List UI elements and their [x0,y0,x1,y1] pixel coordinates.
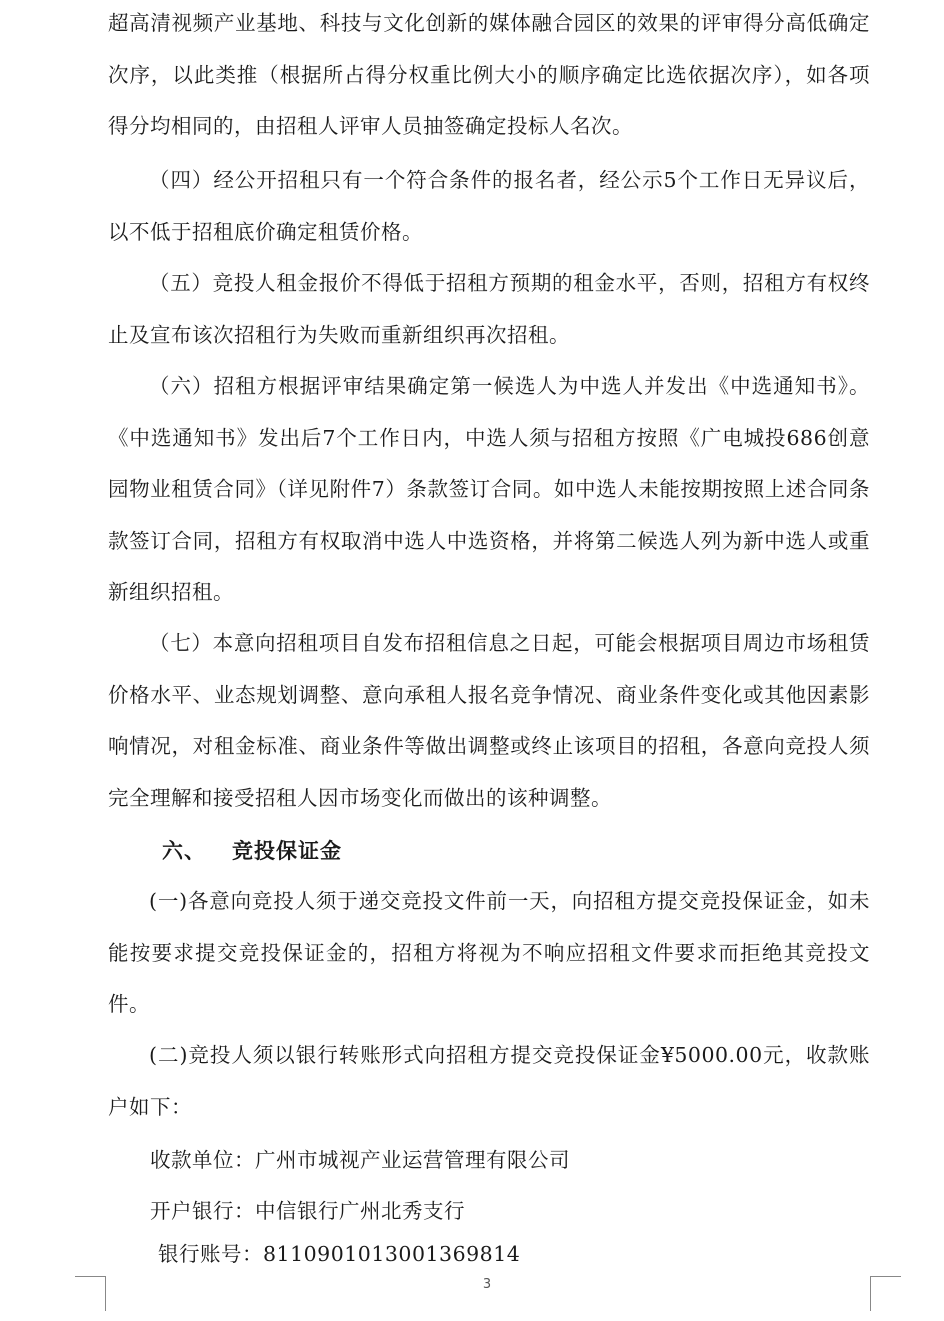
paragraph-ranking-continued: 超高清视频产业基地、科技与文化创新的媒体融合园区的效果的评审得分高低确定次序，以此类推（根据所占得分权重比例大小的顺序确定比选依据次序），如各项得分均相同的，由招租人评审人员抽签确定投标人名次。 [108,11,870,138]
section-heading-deposit [162,836,342,866]
section-title: 竞投保证金 [232,839,342,863]
page-corner-mark-left [75,1276,106,1311]
paragraph-clause-4: （四）经公开招租只有一个符合条件的报名者，经公示5个工作日无异议后，以不低于招租底价确定租赁价格。 [108,168,870,244]
account-number: 银行账号：8110901013001369814 [158,1242,521,1266]
paragraph-deposit-2: (二)竞投人须以银行转账形式向招租方提交竞投保证金¥5000.00元，收款账户如下： [108,1043,870,1119]
section-number: 六、 [162,839,206,863]
paragraph-clause-6: （六）招租方根据评审结果确定第一候选人为中选人并发出《中选通知书》。《中选通知书》发出后7个工作日内，中选人须与招租方按照《广电城投686创意园物业租赁合同》（详见附件7）条款签订合同。如中选人未能按期按照上述合同条款签订合同，招租方有权取消中选人中选资格，并将第二候选人列为新中选人或重新组织招租。 [108,374,870,604]
account-payee: 收款单位：广州市城视产业运营管理有限公司 [150,1148,570,1172]
page-corner-mark-right [870,1276,901,1311]
account-bank: 开户银行：中信银行广州北秀支行 [150,1199,465,1223]
paragraph-deposit-1: (一)各意向竞投人须于递交竞投文件前一天，向招租方提交竞投保证金，如未能按要求提交竞投保证金的，招租方将视为不响应招租文件要求而拒绝其竞投文件。 [108,889,870,1016]
paragraph-clause-5: （五）竞投人租金报价不得低于招租方预期的租金水平，否则，招租方有权终止及宣布该次招租行为失败而重新组织再次招租。 [108,271,870,347]
page-number: 3 [482,1277,492,1292]
paragraph-clause-7: （七）本意向招租项目自发布招租信息之日起，可能会根据项目周边市场租赁价格水平、业态规划调整、意向承租人报名竞争情况、商业条件变化或其他因素影响情况，对租金标准、商业条件等做出调整或终止该项目的招租，各意向竞投人须完全理解和接受招租人因市场变化而做出的该种调整。 [108,631,870,810]
